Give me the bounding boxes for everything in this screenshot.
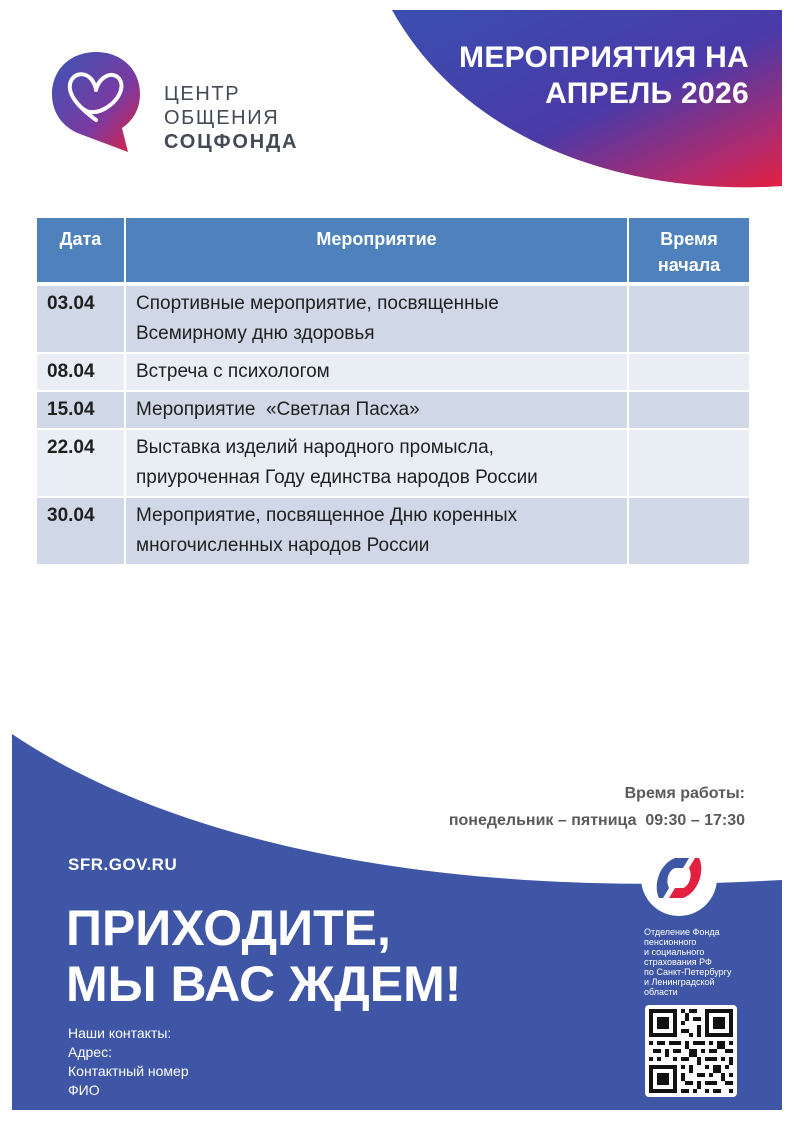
row-event [125, 353, 628, 391]
title-line-2: АПРЕЛЬ 2026 [545, 77, 749, 110]
qr-code[interactable] [645, 1005, 737, 1097]
row-event-line-2: Всемирному дню здоровья [136, 323, 375, 344]
sfr-emblem-icon [649, 850, 709, 906]
row-event-line-1: Мероприятие «Светлая Пасха» [136, 399, 420, 420]
row-event-line-1: Мероприятие, посвященное Дню коренных [136, 505, 518, 526]
contacts-address: Адрес: [68, 1044, 112, 1060]
row-event [125, 429, 628, 497]
row-time [628, 391, 749, 429]
row-event [125, 391, 628, 429]
contacts-heading: Наши контакты: [68, 1025, 172, 1041]
slogan-line-1: ПРИХОДИТЕ, [66, 900, 391, 956]
row-time [628, 497, 749, 564]
heart-chat-logo-icon [50, 50, 142, 154]
header-time-line-1: Время [660, 229, 718, 249]
table-row [37, 391, 749, 429]
contacts-phone: Контактный номер [68, 1063, 189, 1079]
row-time [628, 429, 749, 497]
slogan-line-2: МЫ ВАС ЖДЕМ! [66, 956, 462, 1012]
row-event [125, 497, 628, 564]
org-line-2: пенсионного [644, 937, 697, 947]
org-line-5: по Санкт-Петербургу [644, 967, 732, 977]
row-date: 30.04 [37, 497, 125, 564]
org-name [644, 927, 768, 997]
org-line-3: и социального [644, 947, 705, 957]
row-date: 03.04 [37, 284, 125, 353]
table-row [37, 284, 749, 353]
org-line-7: области [644, 987, 678, 997]
table-row [37, 353, 749, 391]
sfr-emblem-badge [641, 840, 717, 916]
table-row [37, 429, 749, 497]
events-table [37, 218, 749, 564]
logo-line-3: СОЦФОНДА [164, 131, 299, 153]
header-event: Мероприятие [125, 218, 628, 284]
org-line-1: Отделение Фонда [644, 927, 720, 937]
row-event-line-2: многочисленных народов России [136, 535, 430, 556]
page-title [419, 40, 749, 112]
logo-text [164, 82, 298, 154]
row-event-line-2: приуроченная Году единства народов России [136, 467, 538, 488]
table-row [37, 497, 749, 564]
org-line-6: и Ленинградской [644, 977, 715, 987]
org-line-4: страхования РФ [644, 957, 712, 967]
qr-code-icon [649, 1009, 733, 1093]
header-date: Дата [37, 218, 125, 284]
work-hours-value: понедельник – пятница 09:30 – 17:30 [448, 812, 745, 829]
contacts-block [68, 1024, 189, 1100]
title-line-1: МЕРОПРИЯТИЯ НА [459, 41, 749, 74]
header-time [628, 218, 749, 284]
slogan [66, 900, 461, 1012]
row-event [125, 284, 628, 353]
row-event-line-1: Выставка изделий народного промысла, [136, 437, 494, 458]
work-hours-label: Время работы: [624, 785, 745, 802]
work-hours [449, 780, 745, 834]
header-time-line-2: начала [657, 255, 721, 275]
row-date: 15.04 [37, 391, 125, 429]
website-link[interactable]: SFR.GOV.RU [68, 855, 178, 874]
row-date: 22.04 [37, 429, 125, 497]
contacts-name: ФИО [68, 1082, 100, 1098]
row-date: 08.04 [37, 353, 125, 391]
row-time [628, 284, 749, 353]
row-time [628, 353, 749, 391]
row-event-line-1: Спортивные мероприятие, посвященные [136, 293, 499, 314]
table-header-row [37, 218, 749, 284]
row-event-line-1: Встреча с психологом [136, 361, 330, 382]
logo-line-1: ЦЕНТР [164, 83, 241, 105]
logo-line-2: ОБЩЕНИЯ [164, 107, 280, 129]
